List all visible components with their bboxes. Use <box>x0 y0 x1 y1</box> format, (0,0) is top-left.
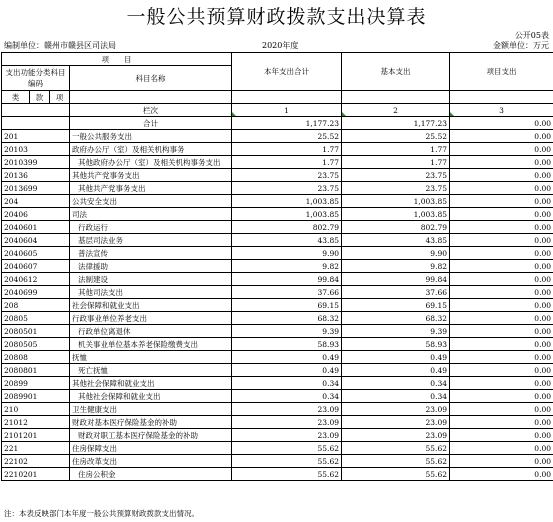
row-code: 204 <box>2 195 70 208</box>
row-project: 0.00 <box>450 169 553 182</box>
row-subject-name: 行政运行 <box>70 221 232 234</box>
row-basic: 9.90 <box>342 247 450 260</box>
row-project: 0.00 <box>450 364 553 377</box>
row-code: 2040604 <box>2 234 70 247</box>
table-row <box>2 390 553 403</box>
header-project: 项 目 <box>2 53 232 66</box>
row-total: 68.32 <box>232 312 342 325</box>
row-code: 2101201 <box>2 429 70 442</box>
table-row <box>2 299 553 312</box>
table-row <box>2 416 553 429</box>
row-code: 20899 <box>2 377 70 390</box>
row-subject-name: 其他社会保障和就业支出 <box>70 390 232 403</box>
header-total: 本年支出合计 <box>232 53 342 91</box>
table-row <box>2 130 553 143</box>
row-code: 20406 <box>2 208 70 221</box>
table-row <box>2 273 553 286</box>
table-row <box>2 286 553 299</box>
header-code-group: 支出功能分类科目编码 <box>2 66 70 91</box>
table-row <box>2 338 553 351</box>
row-basic: 23.75 <box>342 182 450 195</box>
row-basic: 0.49 <box>342 364 450 377</box>
row-basic: 69.15 <box>342 299 450 312</box>
header-kuan: 款 <box>30 91 50 104</box>
row-total: 25.52 <box>232 130 342 143</box>
table-row <box>2 351 553 364</box>
row-code: 20136 <box>2 169 70 182</box>
table-row <box>2 377 553 390</box>
header-col-1: 1 <box>232 104 342 117</box>
compiling-unit: 编制单位：赣州市赣县区司法局 <box>4 41 116 50</box>
row-code: 2080505 <box>2 338 70 351</box>
row-subject-name: 财政对基本医疗保险基金的补助 <box>70 416 232 429</box>
header-project-expense: 项目支出 <box>450 53 553 91</box>
fiscal-year: 2020年度 <box>262 41 299 50</box>
row-project: 0.00 <box>450 273 553 286</box>
row-code: 2040607 <box>2 260 70 273</box>
row-total: 0.49 <box>232 364 342 377</box>
row-subject-name: 住房保障支出 <box>70 442 232 455</box>
total-basic: 1,177.23 <box>342 117 450 130</box>
table-row <box>2 195 553 208</box>
row-total: 9.39 <box>232 325 342 338</box>
row-total: 9.82 <box>232 260 342 273</box>
row-total: 23.09 <box>232 429 342 442</box>
row-project: 0.00 <box>450 286 553 299</box>
row-subject-name: 政府办公厅（室）及相关机构事务 <box>70 143 232 156</box>
row-total: 1.77 <box>232 156 342 169</box>
table-row <box>2 143 553 156</box>
row-total: 1,003.85 <box>232 195 342 208</box>
row-project: 0.00 <box>450 195 553 208</box>
row-subject-name: 其他政府办公厅（室）及相关机构事务支出 <box>70 156 232 169</box>
row-project: 0.00 <box>450 403 553 416</box>
row-project: 0.00 <box>450 468 553 481</box>
row-basic: 0.34 <box>342 390 450 403</box>
row-project: 0.00 <box>450 234 553 247</box>
row-subject-name: 一般公共服务支出 <box>70 130 232 143</box>
row-subject-name: 卫生健康支出 <box>70 403 232 416</box>
row-subject-name: 其他社会保障和就业支出 <box>70 377 232 390</box>
header-lanci: 栏次 <box>70 104 232 117</box>
row-subject-name: 公共安全支出 <box>70 195 232 208</box>
row-project: 0.00 <box>450 130 553 143</box>
row-basic: 23.75 <box>342 169 450 182</box>
expenditure-table <box>1 52 553 481</box>
row-code: 201 <box>2 130 70 143</box>
row-code: 2080501 <box>2 325 70 338</box>
row-basic: 0.34 <box>342 377 450 390</box>
row-basic: 1.77 <box>342 143 450 156</box>
table-row <box>2 234 553 247</box>
row-basic: 1,003.85 <box>342 208 450 221</box>
row-subject-name: 行政单位离退休 <box>70 325 232 338</box>
row-project: 0.00 <box>450 260 553 273</box>
table-note: 注：本表反映部门本年度一般公共预算财政拨款支出情况。 <box>4 509 199 518</box>
row-code: 210 <box>2 403 70 416</box>
row-code: 20805 <box>2 312 70 325</box>
row-code: 2210201 <box>2 468 70 481</box>
row-total: 1.77 <box>232 143 342 156</box>
row-basic: 9.39 <box>342 325 450 338</box>
header-lei: 类 <box>2 91 30 104</box>
row-project: 0.00 <box>450 299 553 312</box>
header-xiang: 项 <box>50 91 70 104</box>
amount-unit: 金额单位：万元 <box>493 41 549 50</box>
row-total: 55.62 <box>232 442 342 455</box>
row-code: 2089901 <box>2 390 70 403</box>
row-total: 23.09 <box>232 416 342 429</box>
table-row <box>2 442 553 455</box>
row-project: 0.00 <box>450 442 553 455</box>
row-basic: 23.09 <box>342 416 450 429</box>
row-basic: 37.66 <box>342 286 450 299</box>
total-project: 0.00 <box>450 117 553 130</box>
table-row <box>2 455 553 468</box>
row-total: 55.62 <box>232 455 342 468</box>
row-total: 23.75 <box>232 169 342 182</box>
row-project: 0.00 <box>450 429 553 442</box>
row-basic: 1.77 <box>342 156 450 169</box>
row-basic: 55.62 <box>342 455 450 468</box>
row-subject-name: 其他共产党事务支出 <box>70 169 232 182</box>
row-project: 0.00 <box>450 208 553 221</box>
form-number: 公开05表 <box>514 31 549 40</box>
header-col-2: 2 <box>342 104 450 117</box>
table-row <box>2 429 553 442</box>
row-subject-name: 住房公积金 <box>70 468 232 481</box>
row-subject-name: 司法 <box>70 208 232 221</box>
row-basic: 58.93 <box>342 338 450 351</box>
row-total: 37.66 <box>232 286 342 299</box>
row-project: 0.00 <box>450 390 553 403</box>
table-row <box>2 182 553 195</box>
row-total: 802.79 <box>232 221 342 234</box>
row-project: 0.00 <box>450 455 553 468</box>
row-basic: 55.62 <box>342 442 450 455</box>
row-code: 221 <box>2 442 70 455</box>
row-subject-name: 财政对职工基本医疗保险基金的补助 <box>70 429 232 442</box>
row-subject-name: 法律援助 <box>70 260 232 273</box>
row-total: 23.09 <box>232 403 342 416</box>
table-row <box>2 247 553 260</box>
table-row <box>2 169 553 182</box>
row-code: 2040601 <box>2 221 70 234</box>
row-code: 2013699 <box>2 182 70 195</box>
table-row <box>2 325 553 338</box>
row-total: 0.34 <box>232 377 342 390</box>
row-project: 0.00 <box>450 325 553 338</box>
row-project: 0.00 <box>450 182 553 195</box>
row-project: 0.00 <box>450 351 553 364</box>
row-basic: 9.82 <box>342 260 450 273</box>
row-total: 58.93 <box>232 338 342 351</box>
table-row <box>2 364 553 377</box>
total-row <box>2 117 553 130</box>
table-row <box>2 468 553 481</box>
row-total: 0.49 <box>232 351 342 364</box>
header-col-3: 3 <box>450 104 553 117</box>
row-code: 20103 <box>2 143 70 156</box>
row-total: 55.62 <box>232 468 342 481</box>
row-basic: 55.62 <box>342 468 450 481</box>
table-row <box>2 260 553 273</box>
row-total: 43.85 <box>232 234 342 247</box>
table-row <box>2 403 553 416</box>
row-code: 2040605 <box>2 247 70 260</box>
total-label: 合计 <box>70 117 232 130</box>
row-project: 0.00 <box>450 143 553 156</box>
row-basic: 0.49 <box>342 351 450 364</box>
row-total: 1,003.85 <box>232 208 342 221</box>
row-code: 20808 <box>2 351 70 364</box>
row-code: 2040612 <box>2 273 70 286</box>
row-subject-name: 死亡抚恤 <box>70 364 232 377</box>
row-project: 0.00 <box>450 377 553 390</box>
row-project: 0.00 <box>450 416 553 429</box>
row-project: 0.00 <box>450 338 553 351</box>
row-total: 69.15 <box>232 299 342 312</box>
row-total: 23.75 <box>232 182 342 195</box>
total-total: 1,177.23 <box>232 117 342 130</box>
row-project: 0.00 <box>450 221 553 234</box>
row-subject-name: 社会保障和就业支出 <box>70 299 232 312</box>
row-subject-name: 机关事业单位基本养老保险缴费支出 <box>70 338 232 351</box>
row-subject-name: 住房改革支出 <box>70 455 232 468</box>
row-basic: 1,003.85 <box>342 195 450 208</box>
row-code: 2010399 <box>2 156 70 169</box>
table-title: 一般公共预算财政拨款支出决算表 <box>126 6 427 28</box>
row-subject-name: 其他司法支出 <box>70 286 232 299</box>
row-basic: 23.09 <box>342 403 450 416</box>
row-project: 0.00 <box>450 156 553 169</box>
row-code: 22102 <box>2 455 70 468</box>
row-code: 2040699 <box>2 286 70 299</box>
table-row <box>2 156 553 169</box>
row-basic: 99.84 <box>342 273 450 286</box>
row-code: 21012 <box>2 416 70 429</box>
table-row <box>2 312 553 325</box>
row-project: 0.00 <box>450 247 553 260</box>
row-code: 2080801 <box>2 364 70 377</box>
row-basic: 68.32 <box>342 312 450 325</box>
row-basic: 25.52 <box>342 130 450 143</box>
header-basic: 基本支出 <box>342 53 450 91</box>
header-subject-name: 科目名称 <box>70 66 232 91</box>
row-total: 0.34 <box>232 390 342 403</box>
row-basic: 802.79 <box>342 221 450 234</box>
row-total: 99.84 <box>232 273 342 286</box>
row-project: 0.00 <box>450 312 553 325</box>
row-subject-name: 普法宣传 <box>70 247 232 260</box>
table-row <box>2 221 553 234</box>
row-basic: 23.09 <box>342 429 450 442</box>
row-code: 208 <box>2 299 70 312</box>
row-subject-name: 其他共产党事务支出 <box>70 182 232 195</box>
row-subject-name: 基层司法业务 <box>70 234 232 247</box>
row-subject-name: 行政事业单位养老支出 <box>70 312 232 325</box>
row-basic: 43.85 <box>342 234 450 247</box>
table-row <box>2 208 553 221</box>
row-subject-name: 法制建设 <box>70 273 232 286</box>
row-subject-name: 抚恤 <box>70 351 232 364</box>
row-total: 9.90 <box>232 247 342 260</box>
